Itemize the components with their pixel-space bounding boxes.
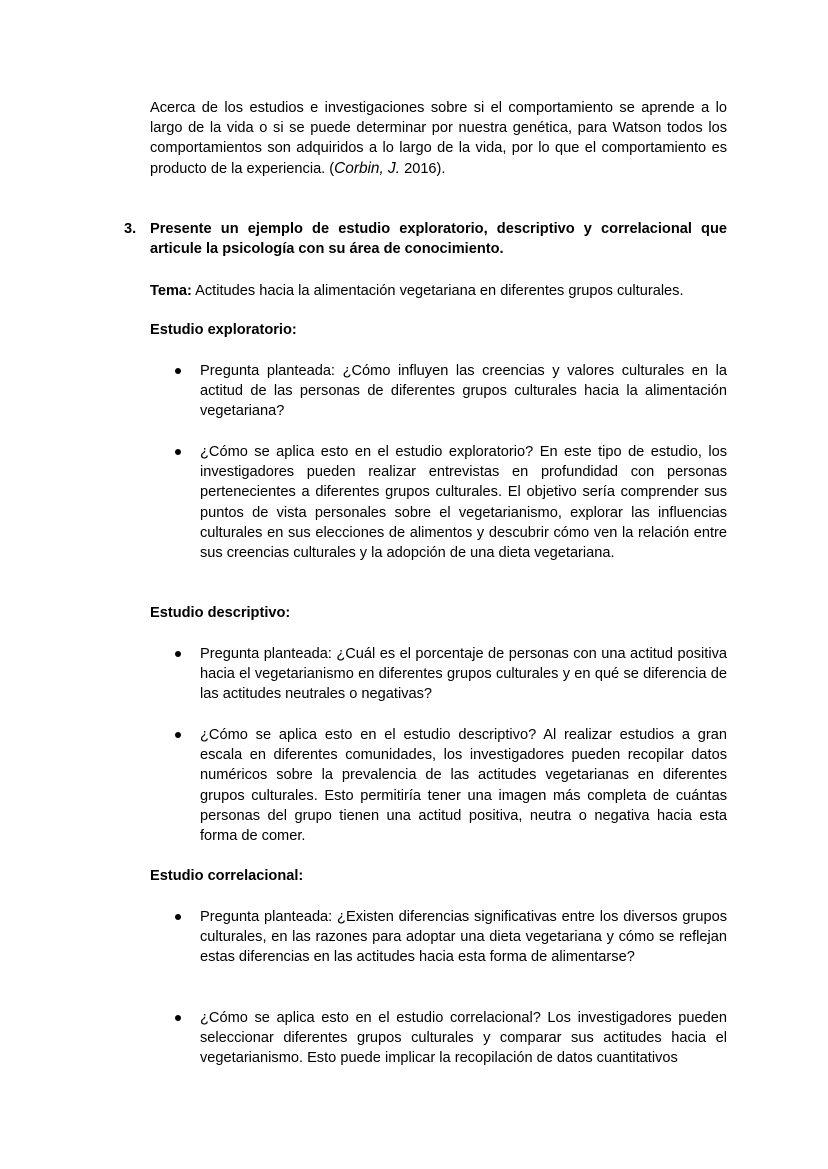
bullet-icon	[175, 732, 181, 738]
list-item	[175, 442, 727, 563]
tema-label: Tema:	[150, 283, 192, 299]
tema-text: Actitudes hacia la alimentación vegetariana en diferentes grupos culturales.	[191, 283, 684, 299]
heading-exploratorio: Estudio exploratorio:	[150, 322, 297, 338]
bullet-text: ¿Cómo se aplica esto en el estudio correlacional? Los investigadores pueden seleccionar diferentes grupos culturales y comparar sus actitudes hacia el vegetarianismo. Esto puede implicar la recopilación de datos cuantitativos	[200, 1010, 727, 1067]
list-item	[175, 644, 727, 705]
question-text: Presente un ejemplo de estudio exploratorio, descriptivo y correlacional que articule la psicología con su área de conocimiento.	[150, 221, 727, 258]
bullet-icon	[175, 1015, 181, 1021]
bullet-text: ¿Cómo se aplica esto en el estudio descriptivo? Al realizar estudios a gran escala en diferentes comunidades, los investigadores pueden recopilar datos numéricos sobre la prevalencia de las actitudes vegetarianas en diferentes grupos culturales. Esto permitiría tener una imagen más completa de cuántas personas del grupo tienen una actitud positiva, neutra o negativa hacia esta forma de comer.	[200, 727, 727, 845]
heading-descriptivo: Estudio descriptivo:	[150, 605, 291, 621]
intro-paragraph	[150, 98, 727, 179]
bullet-text: Pregunta planteada: ¿Cómo influyen las creencias y valores culturales en la actitud de las personas de diferentes grupos culturales hacia la alimentación vegetariana?	[200, 363, 727, 420]
bullet-text: Pregunta planteada: ¿Cuál es el porcentaje de personas con una actitud positiva hacia el vegetarianismo en diferentes grupos culturales y en qué se diferencia de las actitudes neutrales o negativas?	[200, 646, 727, 703]
question-3	[124, 219, 727, 259]
list-item	[175, 725, 727, 846]
list-item	[175, 361, 727, 422]
bullet-text: Pregunta planteada: ¿Existen diferencias significativas entre los diversos grupos culturales, en las razones para adoptar una dieta vegetariana y cómo se reflejan estas diferencias en las actitudes hacia esta forma de alimentarse?	[200, 909, 727, 966]
list-item	[175, 907, 727, 968]
tema-line	[150, 281, 727, 301]
bullet-icon	[175, 449, 181, 455]
bullet-icon	[175, 914, 181, 920]
question-number: 3.	[124, 221, 137, 237]
bullet-icon	[175, 651, 181, 657]
bullet-text: ¿Cómo se aplica esto en el estudio exploratorio? En este tipo de estudio, los investigadores pueden realizar entrevistas en profundidad con personas pertenecientes a diferentes grupos culturales. El objetivo sería comprender sus puntos de vista personales sobre el vegetarianismo, explorar las influencias culturales en sus elecciones de alimentos y descubrir cómo ven la relación entre sus creencias culturales y la adopción de una dieta vegetariana.	[200, 444, 727, 562]
list-item	[175, 1008, 727, 1069]
bullet-icon	[175, 368, 181, 374]
citation-year: 2016).	[400, 160, 446, 177]
intro-text: Acerca de los estudios e investigaciones sobre si el comportamiento se aprende a lo largo de la vida o si se puede determinar por nuestra genética, para Watson todos los comportamientos son adquiridos a lo largo de la vida, por lo que el comportamiento es producto de la experiencia. (	[150, 100, 727, 177]
heading-correlacional: Estudio correlacional:	[150, 868, 304, 884]
citation-author: Corbin, J.	[334, 159, 401, 177]
